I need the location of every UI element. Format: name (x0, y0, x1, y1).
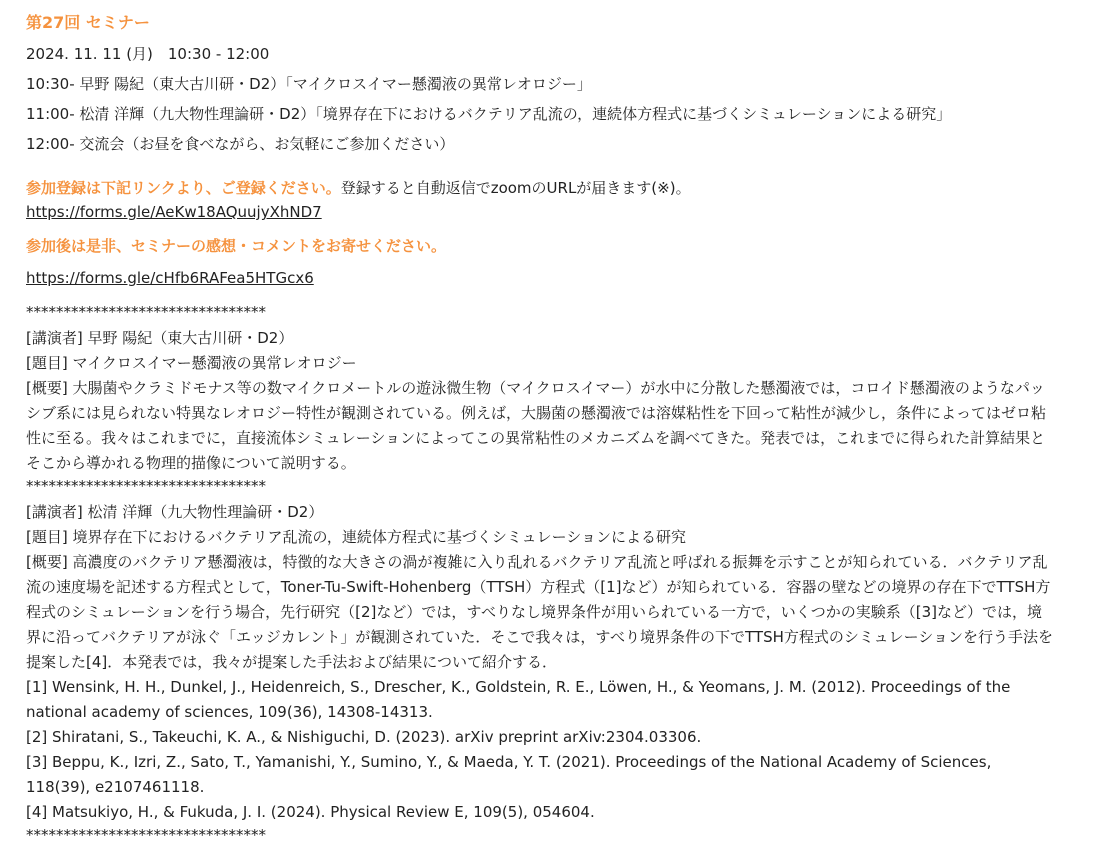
talk1-abstract: [概要] 大腸菌やクラミドモナス等の数マイクロメートルの遊泳微生物（マイクロスイマー）が水中に分散した懸濁液では，コロイド懸濁液のようなパッシブ系には見られない特異なレオロジー特性が観測されている。例えば，大腸菌の懸濁液では溶媒粘性を下回って粘性が減少し，条件によってはゼロ粘性に至る。我々はこれまでに，直接流体シミュレーションによってこの異常粘性のメカニズムを調べてきた。発表では，これまでに得られた計算結果とそこから導かれる物理的描像について説明する。 (26, 379, 1047, 472)
registration-note: 登録すると自動返信でzoomのURLが届きます(※)。 (340, 179, 691, 197)
talk2-title: [題目] 境界存在下におけるバクテリア乱流の，連続体方程式に基づくシミュレーションによる研究 (26, 528, 686, 546)
talk1-section (26, 326, 1092, 476)
registration-notice (26, 178, 1092, 198)
talk1-speaker: [講演者] 早野 陽紀（東大古川研・D2） (26, 329, 294, 347)
seminar-title: 第27回 セミナー (26, 13, 150, 32)
reference-item: [1] Wensink, H. H., Dunkel, J., Heidenreich, S., Drescher, K., Goldstein, R. E., Löwen, H., & Yeomans, J. M. (2012). Proceedings of the national academy of sciences, 109(36), 14308-14313. (26, 678, 1011, 721)
separator: ******************************** (26, 826, 266, 844)
schedule-item: 12:00- 交流会（お昼を食べながら、お気軽にご参加ください） (26, 135, 455, 153)
talk2-speaker: [講演者] 松清 洋輝（九大物性理論研・D2） (26, 503, 324, 521)
separator: ******************************** (26, 303, 266, 321)
feedback-link[interactable]: https://forms.gle/cHfb6RAFea5HTGcx6 (26, 269, 314, 287)
registration-link[interactable]: https://forms.gle/AeKw18AQuujyXhND7 (26, 203, 322, 221)
seminar-datetime: 2024. 11. 11 (月) 10:30 - 12:00 (26, 45, 270, 63)
talk1-title: [題目] マイクロスイマー懸濁液の異常レオロジー (26, 354, 357, 372)
reference-item: [3] Beppu, K., Izri, Z., Sato, T., Yamanishi, Y., Sumino, Y., & Maeda, Y. T. (2021). Proceedings of the National Academy of Sciences, 118(39), e2107461118. (26, 753, 992, 796)
reference-item: [2] Shiratani, S., Takeuchi, K. A., & Nishiguchi, D. (2023). arXiv preprint arXiv:2304.03306. (26, 728, 702, 746)
feedback-highlight: 参加後は是非、セミナーの感想・コメントをお寄せください。 (26, 237, 447, 255)
registration-highlight: 参加登録は下記リンクより、ご登録ください。 (26, 179, 341, 197)
separator: ******************************** (26, 477, 266, 495)
schedule-item: 10:30- 早野 陽紀（東大古川研・D2）「マイクロスイマー懸濁液の異常レオロジー」 (26, 75, 592, 93)
talk2-abstract: [概要] 高濃度のバクテリア懸濁液は，特徴的な大きさの渦が複雑に入り乱れるバクテリア乱流と呼ばれる振舞を示すことが知られている．バクテリア乱流の速度場を記述する方程式として，Toner-Tu-Swift-Hohenberg（TTSH）方程式（[1]など）が知られている．容器の壁などの境界の存在下でTTSH方程式のシミュレーションを行う場合，先行研究（[2]など）では，すべりなし境界条件が用いられている一方で，いくつかの実験系（[3]など）では，境界に沿ってバクテリアが泳ぐ「エッジカレント」が観測されていた．そこで我々は，すべり境界条件の下でTTSH方程式のシミュレーションを行う手法を提案した[4]．本発表では，我々が提案した手法および結果について紹介する． (26, 553, 1053, 671)
reference-item: [4] Matsukiyo, H., & Fukuda, J. I. (2024). Physical Review E, 109(5), 054604. (26, 803, 595, 821)
talk2-section (26, 500, 1092, 825)
schedule-item: 11:00- 松清 洋輝（九大物性理論研・D2）「境界存在下におけるバクテリア乱流の，連続体方程式に基づくシミュレーションによる研究」 (26, 105, 952, 123)
